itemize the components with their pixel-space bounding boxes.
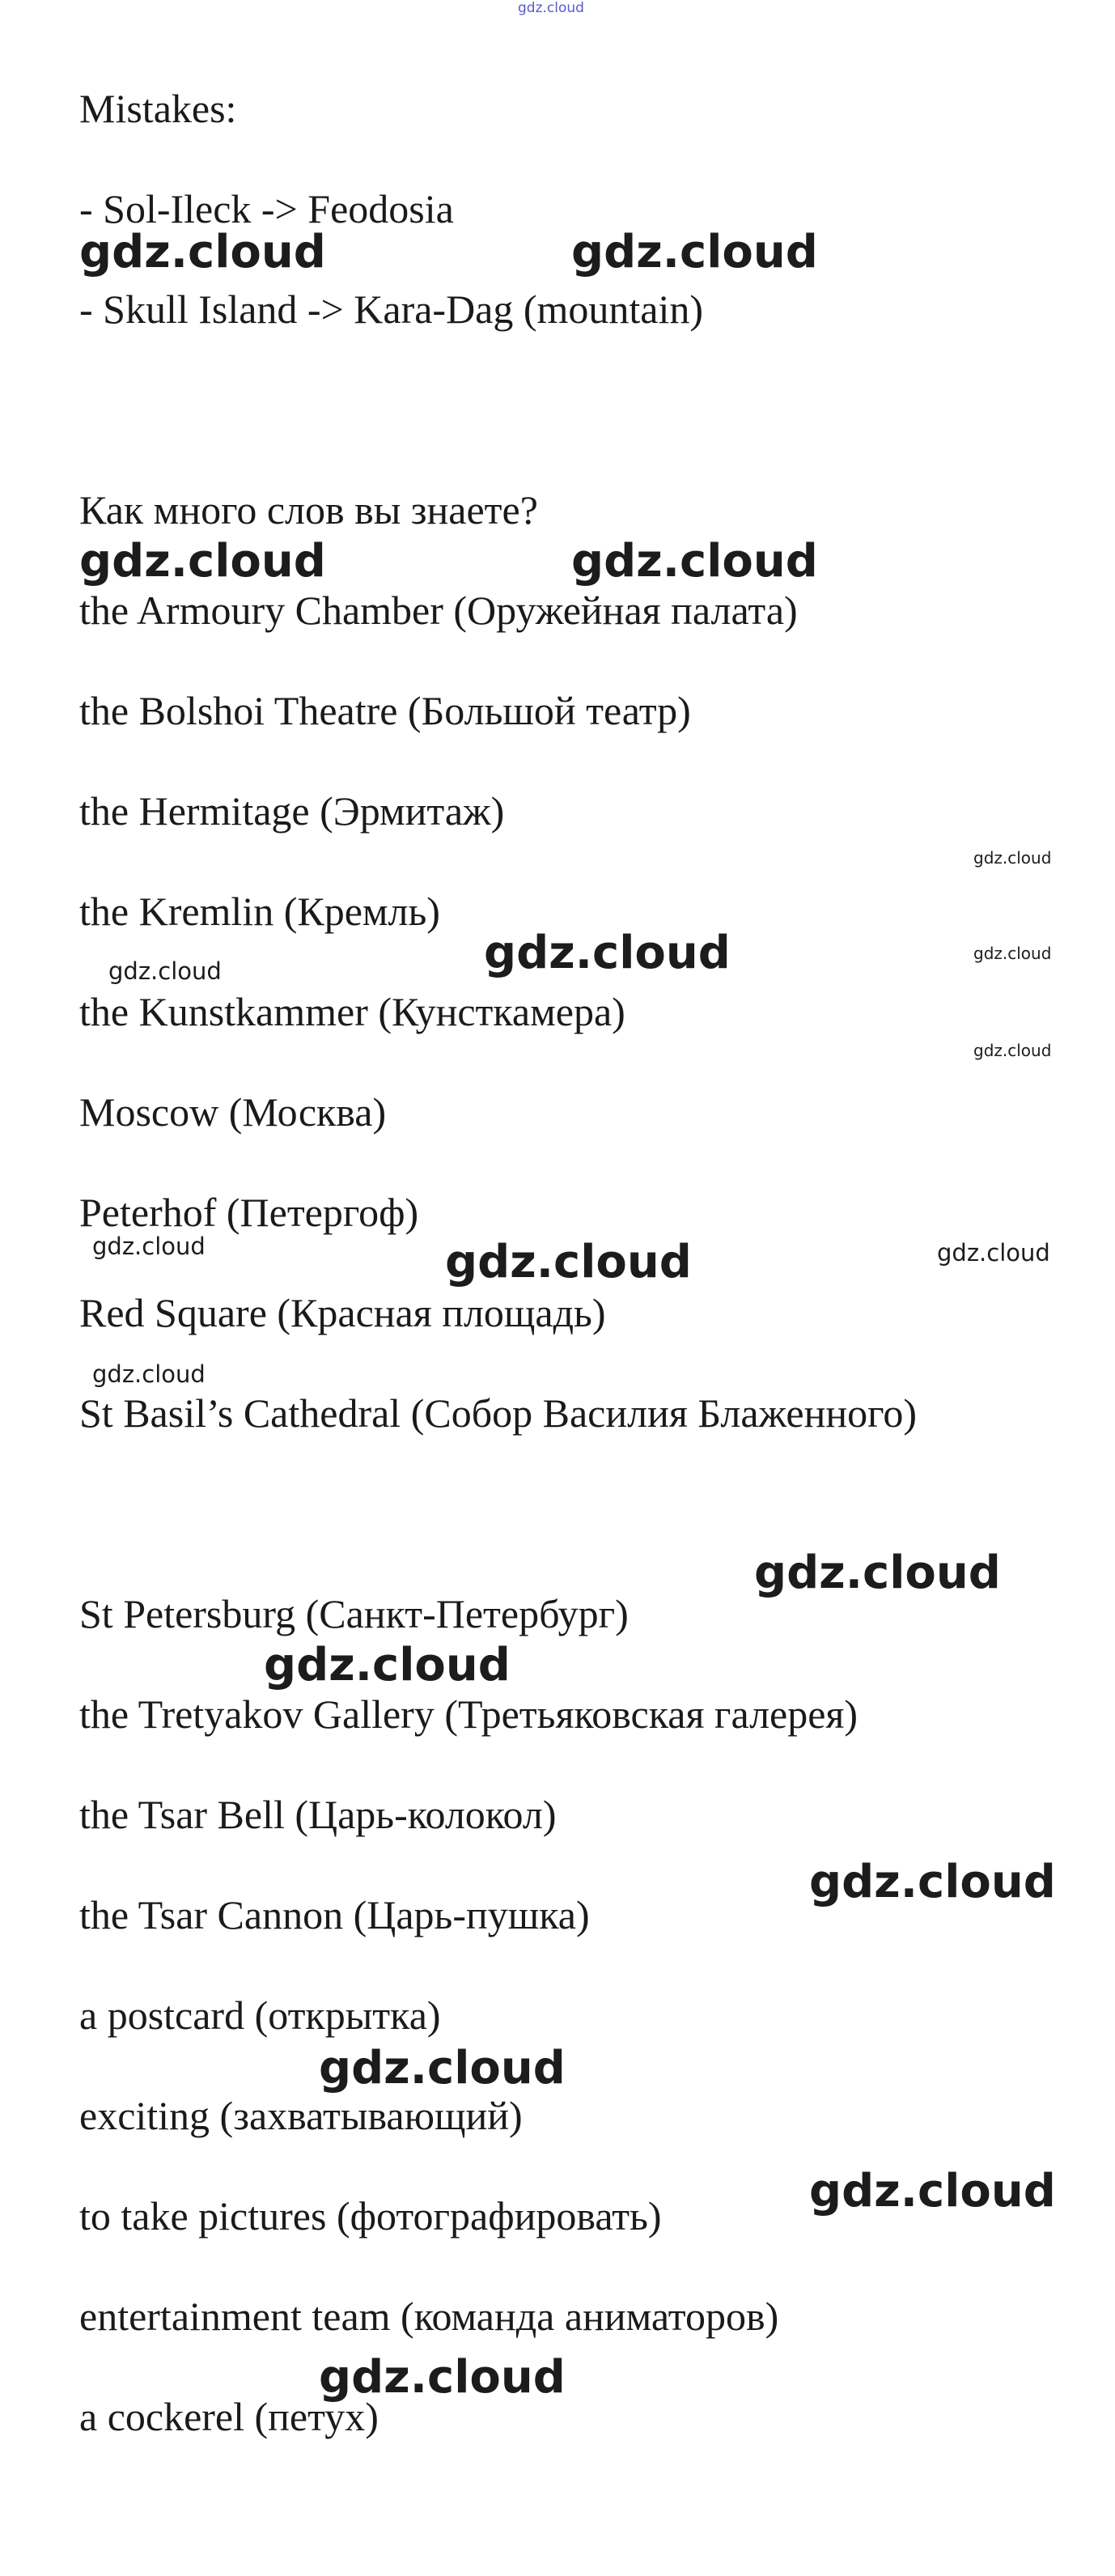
vocab-item: a cockerel (петух) (79, 2394, 379, 2439)
vocab-item: the Kunstkammer (Кунсткамера) (79, 989, 625, 1034)
mistake-item: - Skull Island -> Kara-Dag (mountain) (79, 286, 704, 332)
watermark: gdz.cloud (973, 1041, 1052, 1060)
watermark: gdz.cloud (92, 1360, 206, 1388)
vocab-item: to take pictures (фотографировать) (79, 2193, 662, 2239)
watermark: gdz.cloud (79, 226, 326, 278)
vocab-item: the Tsar Cannon (Царь-пушка) (79, 1892, 590, 1937)
watermark: gdz.cloud (973, 944, 1052, 963)
watermark: gdz.cloud (108, 957, 222, 985)
watermark: gdz.cloud (445, 1236, 692, 1288)
top-watermark: gdz.cloud (518, 0, 584, 16)
vocab-item: the Kremlin (Кремль) (79, 889, 440, 934)
vocab-question: Как много слов вы знаете? (79, 487, 538, 533)
watermark: gdz.cloud (92, 1233, 206, 1260)
vocab-item: Moscow (Москва) (79, 1089, 387, 1135)
watermark: gdz.cloud (484, 927, 731, 979)
watermark: gdz.cloud (937, 1239, 1050, 1267)
vocab-item: the Bolshoi Theatre (Большой театр) (79, 688, 691, 733)
vocab-item: the Hermitage (Эрмитаж) (79, 788, 505, 834)
watermark: gdz.cloud (973, 848, 1052, 868)
vocab-item: St Basil’s Cathedral (Собор Василия Блаженного) (79, 1390, 918, 1436)
vocab-item: the Armoury Chamber (Оружейная палата) (79, 588, 798, 633)
vocab-item: the Tretyakov Gallery (Третьяковская галерея) (79, 1691, 859, 1737)
vocab-item: a postcard (открытка) (79, 1992, 441, 2038)
mistake-item: - Sol-Ileck -> Feodosia (79, 186, 454, 231)
vocab-item: exciting (захватывающий) (79, 2093, 523, 2138)
vocab-item: Red Square (Красная площадь) (79, 1290, 606, 1335)
watermark: gdz.cloud (754, 1547, 1001, 1599)
vocab-item: St Petersburg (Санкт-Петербург) (79, 1591, 629, 1636)
watermark: gdz.cloud (809, 1856, 1056, 1908)
watermark: gdz.cloud (319, 2351, 566, 2404)
vocab-item: the Tsar Bell (Царь-колокол) (79, 1792, 557, 1837)
watermark: gdz.cloud (571, 226, 818, 278)
watermark: gdz.cloud (809, 2165, 1056, 2217)
watermark: gdz.cloud (79, 535, 326, 588)
watermark: gdz.cloud (264, 1639, 511, 1691)
watermark: gdz.cloud (319, 2042, 566, 2094)
vocab-item: entertainment team (команда аниматоров) (79, 2294, 779, 2339)
mistakes-heading: Mistakes: (79, 86, 237, 131)
watermark: gdz.cloud (571, 535, 818, 588)
vocab-item: Peterhof (Петергоф) (79, 1190, 419, 1235)
